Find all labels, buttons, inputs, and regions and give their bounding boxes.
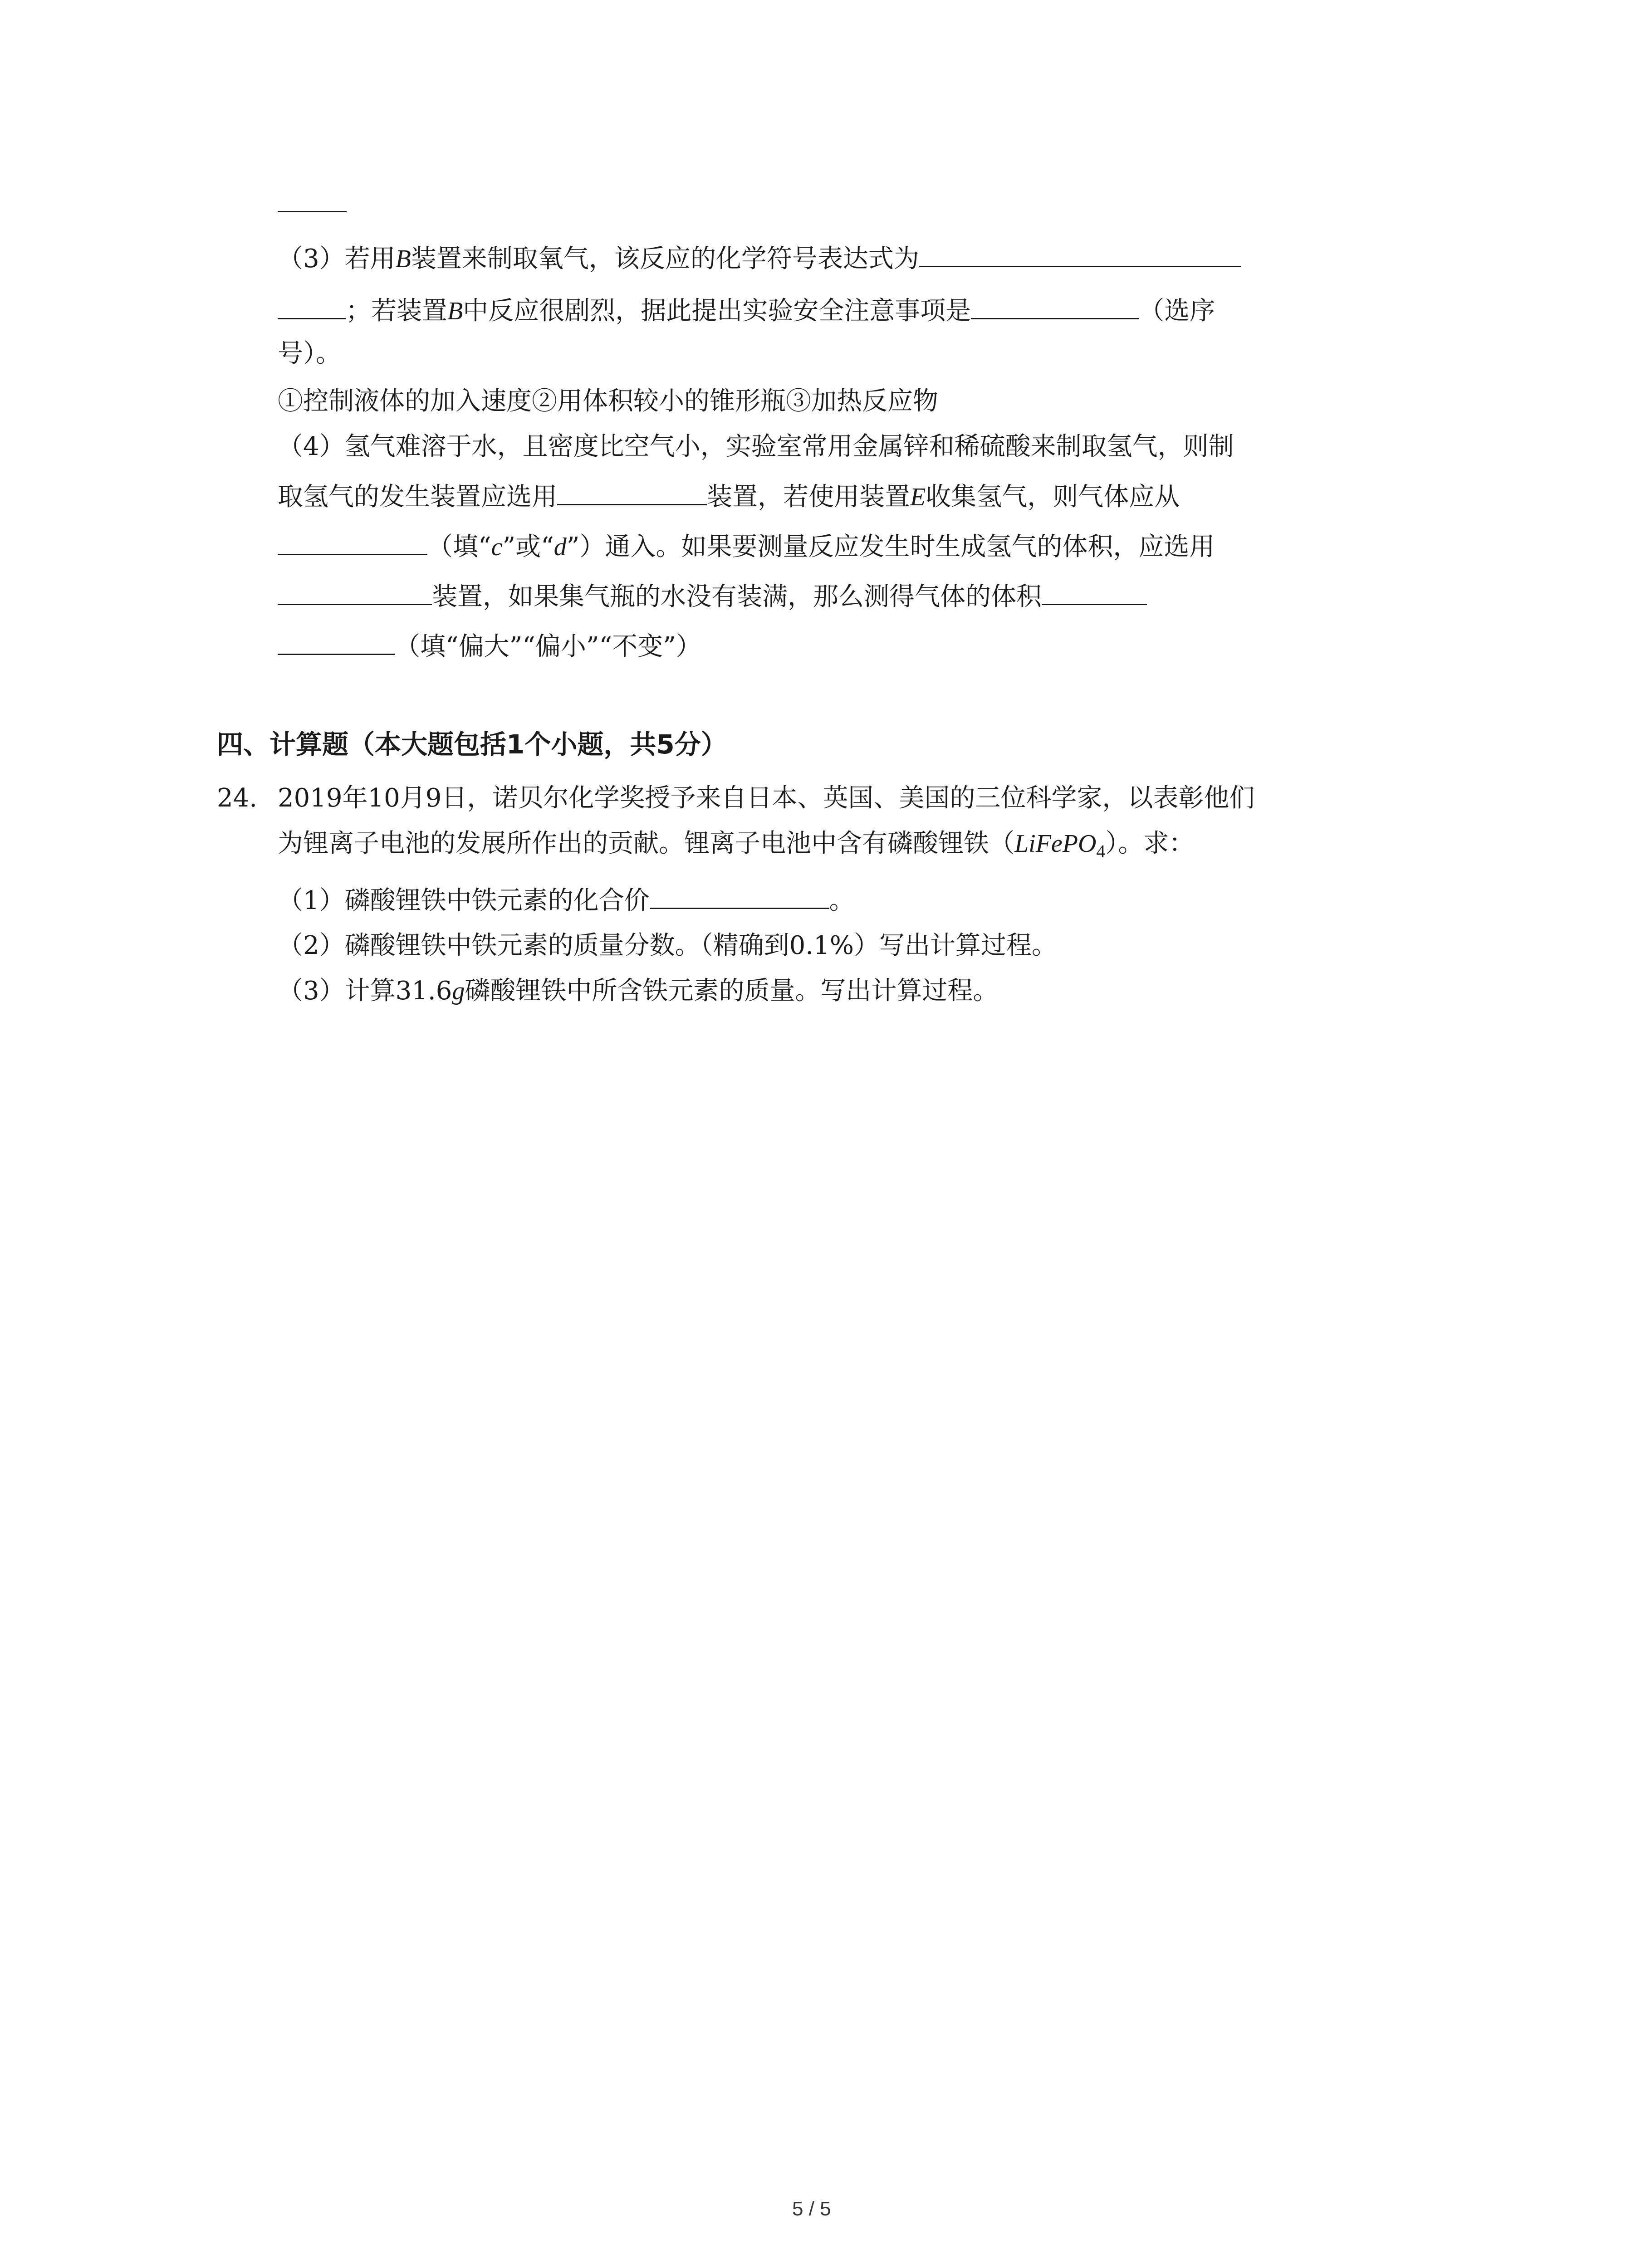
q4-line3-b: ”或“ (502, 532, 554, 562)
q4-volume-blank[interactable] (1042, 580, 1147, 605)
q4-option-d: d (554, 533, 567, 561)
q4-line5 (278, 630, 701, 663)
q3-line1 (278, 242, 1241, 275)
q4-line4 (278, 580, 1147, 613)
formula-subscript: 4 (1096, 841, 1106, 862)
q4-line2-var: E (910, 483, 926, 511)
q4-line3-a: （填“ (427, 532, 491, 562)
q4-line5-end: （填“偏大”“偏小”“不变”） (395, 632, 701, 661)
formula-main: LiFePO (1014, 830, 1097, 858)
q3-line2-pre: ；若装置 (346, 296, 447, 326)
q3-options: ①控制液体的加入速度②用体积较小的锥形瓶③加热反应物 (278, 386, 938, 416)
q24-line2-pre: 为锂离子电池的发展所作出的贡献。锂离子电池中含有磷酸锂铁（ (278, 829, 1014, 858)
q4-line3-end: ”）通入。如果要测量反应发生时生成氢气的体积，应选用 (566, 532, 1215, 562)
q24-line2 (278, 827, 1194, 868)
q3-line2-var: B (447, 297, 463, 325)
q24-sub1-pre: （1）磷酸锂铁中铁元素的化合价 (278, 886, 650, 915)
q4-line4-pre: 装置，如果集气瓶的水没有装满，那么测得气体的体积 (432, 582, 1042, 611)
q4-line3 (278, 530, 1215, 563)
q3-line1-text: （3）若用 (278, 244, 396, 274)
section-heading: 四、计算题（本大题包括1个小题，共5分） (217, 729, 727, 760)
q3-equation-blank-cont[interactable] (278, 294, 346, 319)
answer-blank-continued (278, 211, 347, 212)
q24-sub1-end: 。 (829, 886, 855, 915)
q3-line2-mid: 中反应很剧烈，据此提出实验安全注意事项是 (463, 296, 971, 326)
q3-line2 (278, 294, 1215, 327)
q3-line3: 号）。 (278, 339, 341, 368)
q4-apparatus-blank[interactable] (557, 480, 707, 505)
q24-sub3 (278, 975, 998, 1007)
q4-line2-end: 收集氢气，则气体应从 (926, 482, 1180, 512)
q24-sub1 (278, 884, 855, 917)
q4-line2 (278, 480, 1180, 513)
q24-number: 24. (217, 783, 258, 813)
q24-sub3-pre: （3）计算31.6 (278, 976, 452, 1006)
q24-line2-end: ）。求： (1105, 829, 1195, 858)
q24-sub3-end: 磷酸锂铁中所含铁元素的质量。写出计算过程。 (465, 976, 999, 1006)
q24-sub3-var: g (452, 977, 465, 1005)
formula (1014, 830, 1106, 862)
q3-line1-rest: 装置来制取氧气，该反应的化学符号表达式为 (411, 244, 919, 274)
q24-sub2: （2）磷酸锂铁中铁元素的质量分数。（精确到0.1%）写出计算过程。 (278, 931, 1057, 960)
q3-line2-end: （选序 (1139, 296, 1215, 326)
q24-valence-blank[interactable] (650, 884, 829, 909)
q4-option-c: c (491, 533, 503, 561)
q3-safety-blank[interactable] (971, 294, 1139, 319)
q24-line1: 2019年10月9日，诺贝尔化学奖授予来自日本、英国、美国的三位科学家，以表彰他们 (278, 783, 1255, 813)
q3-equation-blank[interactable] (919, 242, 1241, 267)
q4-line2-pre: 取氢气的发生装置应选用 (278, 482, 557, 512)
q4-measure-apparatus-blank[interactable] (278, 580, 432, 605)
page-number: 5 / 5 (792, 2198, 831, 2220)
q4-volume-blank-cont[interactable] (278, 630, 395, 655)
q4-line2-mid: 装置，若使用装置 (707, 482, 910, 512)
q4-line1: （4）氢气难溶于水，且密度比空气小，实验室常用金属锌和稀硫酸来制取氢气，则制 (278, 432, 1234, 461)
q3-line1-var: B (395, 245, 411, 273)
q4-inlet-blank[interactable] (278, 530, 427, 555)
